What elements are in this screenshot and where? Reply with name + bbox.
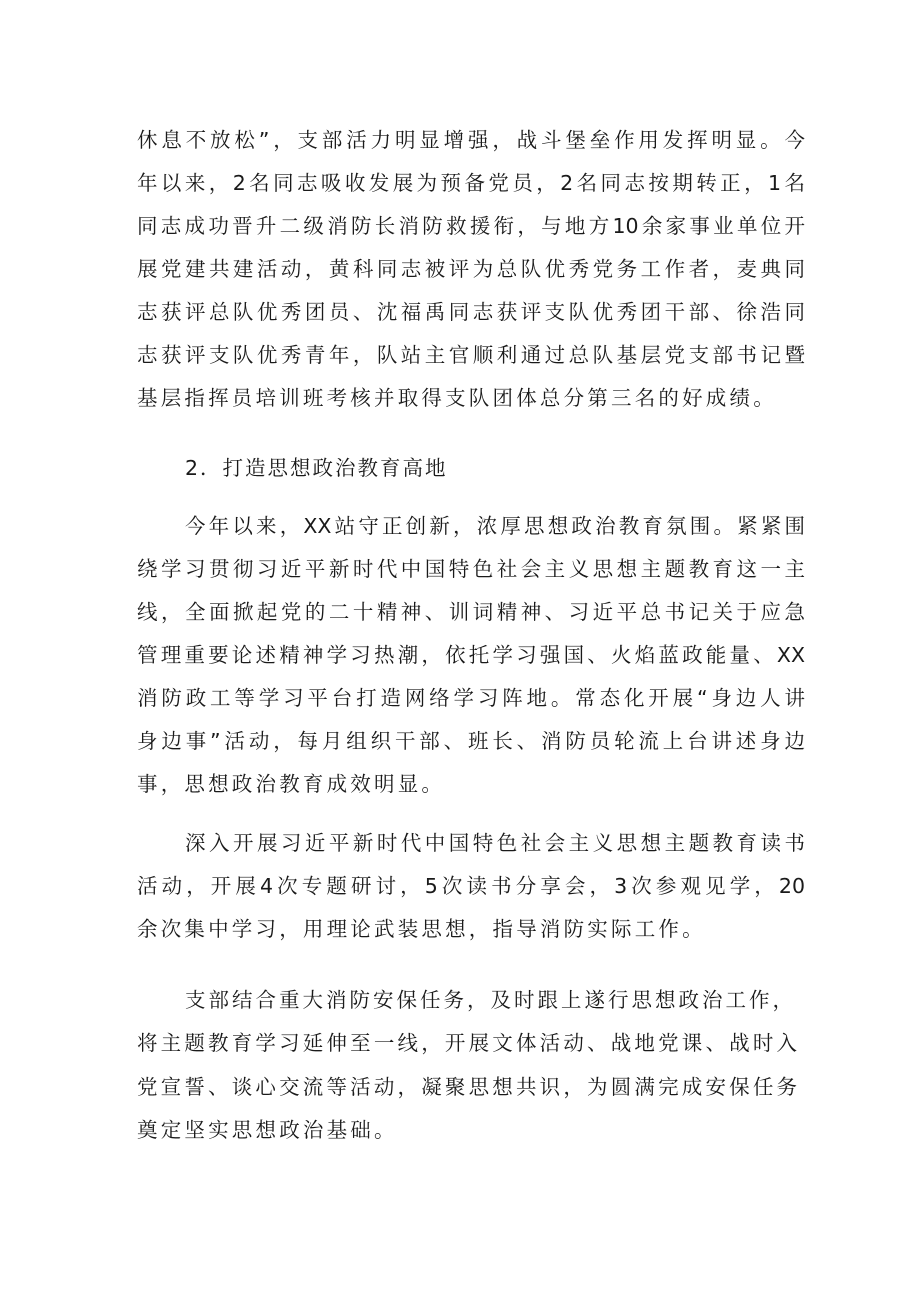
text-line: 奠定坚实思想政治基础。 — [137, 1118, 398, 1142]
text-line: 休息不放松”，支部活力明显增强，战斗堡垒作用发挥明显。今 — [137, 128, 805, 152]
text-line: 志获评支队优秀青年，队站主官顺利通过总队基层党支部书记暨 — [137, 343, 805, 367]
text-line: 线，全面掀起党的二十精神、训词精神、习近平总书记关于应急 — [137, 600, 805, 624]
text-line: 党宣誓、谈心交流等活动，凝聚思想共识，为圆满完成安保任务 — [137, 1075, 797, 1099]
text-line: 支部结合重大消防安保任务，及时跟上遂行思想政治工作， — [185, 988, 793, 1012]
text-line: 志获评总队优秀团员、沈福禹同志获评支队优秀团干部、徐浩同 — [137, 300, 805, 324]
text-line: 活动，开展4次专题研讨，5次读书分享会，3次参观见学，20 — [137, 874, 805, 898]
text-line: 身边事”活动，每月组织干部、班长、消防员轮流上台讲述身边 — [137, 729, 805, 753]
text-line: 管理重要论述精神学习热潮，依托学习强国、火焰蓝政能量、XX — [137, 643, 805, 667]
text-line: 基层指挥员培训班考核并取得支队团体总分第三名的好成绩。 — [137, 386, 777, 410]
text-line: 事，思想政治教育成效明显。 — [137, 772, 446, 796]
text-line: 今年以来，XX站守正创新，浓厚思想政治教育氛围。紧紧围 — [185, 514, 805, 538]
text-line: 深入开展习近平新时代中国特色社会主义思想主题教育读书 — [185, 831, 805, 855]
text-line: 绕学习贯彻习近平新时代中国特色社会主义思想主题教育这一主 — [137, 557, 805, 581]
text-line: 展党建共建活动，黄科同志被评为总队优秀党务工作者，麦典同 — [137, 257, 805, 281]
text-line: 余次集中学习，用理论武装思想，指导消防实际工作。 — [137, 917, 706, 941]
text-line: 将主题教育学习延伸至一线，开展文体活动、战地党课、战时入 — [137, 1031, 797, 1055]
text-line: 年以来，2名同志吸收发展为预备党员，2名同志按期转正，1名 — [137, 171, 805, 195]
text-line: 同志成功晋升二级消防长消防救援衔，与地方10余家事业单位开 — [137, 214, 805, 238]
text-line: 消防政工等学习平台打造网络学习阵地。常态化开展“身边人讲 — [137, 686, 805, 710]
section-heading: 2．打造思想政治教育高地 — [185, 456, 448, 480]
